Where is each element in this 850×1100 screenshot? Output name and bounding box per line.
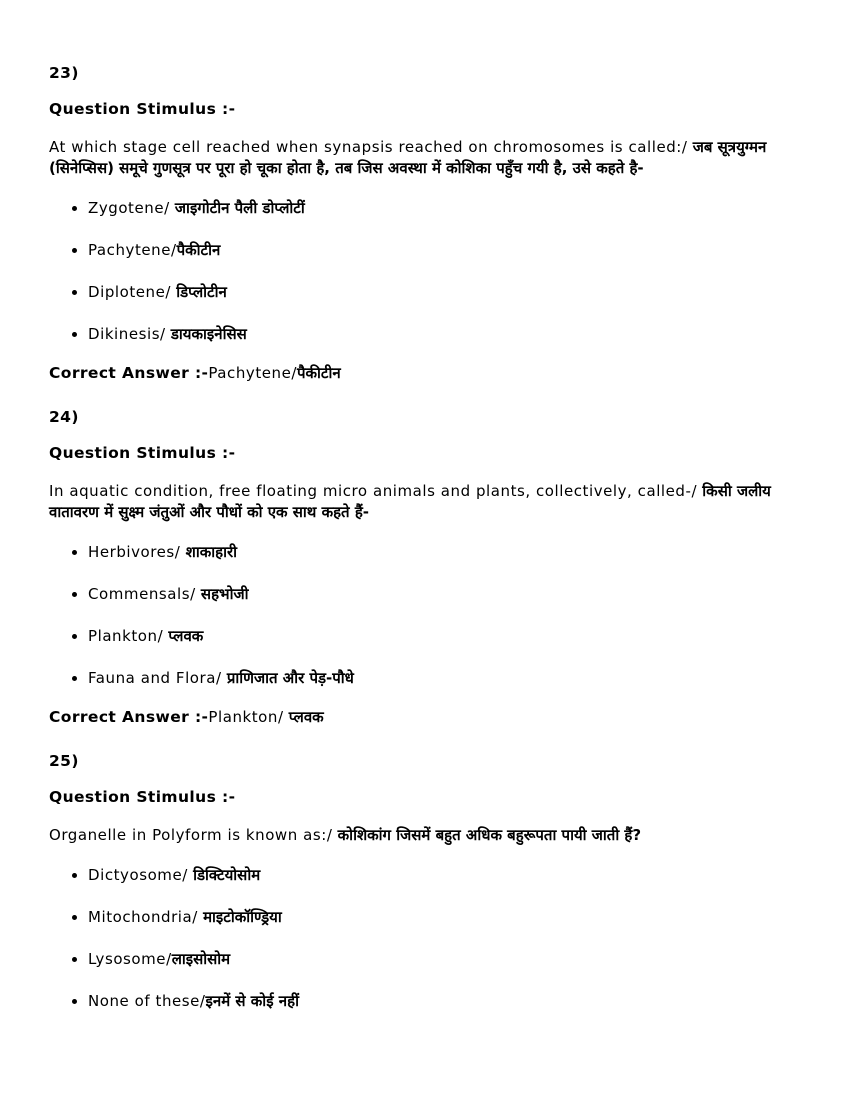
option-text-hindi: प्लवक: [163, 627, 204, 645]
option-text-english: Pachytene/: [88, 241, 177, 259]
question-number: 25): [49, 752, 79, 770]
option-item: [88, 991, 795, 1012]
option-text-english: Dictyosome/: [88, 866, 188, 884]
question-stimulus-text: [49, 825, 795, 846]
stimulus-text-hindi: कोशिकांग जिसमें बहुत अधिक बहुरूपता पायी जाती हैं?: [332, 826, 642, 844]
question-23-section: [49, 63, 795, 384]
correct-answer-line: [49, 363, 795, 384]
option-text-english: Dikinesis/: [88, 325, 166, 343]
option-item: [88, 198, 795, 219]
option-text-hindi: शाकाहारी: [180, 543, 237, 561]
question-24-section: [49, 407, 795, 728]
option-text-hindi: लाइसोसोम: [171, 950, 231, 968]
correct-answer-label: Correct Answer :-: [49, 708, 209, 726]
correct-answer-label: Correct Answer :-: [49, 364, 209, 382]
option-text-hindi: डिप्लोटीन: [170, 283, 227, 301]
option-text-english: Diplotene/: [88, 283, 171, 301]
option-text-hindi: डायकाइनेसिस: [165, 325, 247, 343]
question-25-section: [49, 751, 795, 1012]
question-stimulus-heading: Question Stimulus :-: [49, 788, 236, 806]
question-number: 24): [49, 408, 79, 426]
option-item: [88, 668, 795, 689]
option-text-hindi: इनमें से कोई नहीं: [205, 992, 299, 1010]
correct-answer-hindi: प्लवक: [283, 708, 324, 726]
option-text-english: Herbivores/: [88, 543, 181, 561]
option-text-hindi: जाइगोटीन पैली डोप्लोटीं: [169, 199, 305, 217]
question-number: 23): [49, 64, 79, 82]
option-item: [88, 626, 795, 647]
option-text-hindi: सहभोजी: [195, 585, 249, 603]
option-item: [88, 949, 795, 970]
option-item: [88, 584, 795, 605]
option-item: [88, 240, 795, 261]
option-item: [88, 907, 795, 928]
option-text-english: Zygotene/: [88, 199, 170, 217]
option-text-hindi: डिक्टियोसोम: [187, 866, 261, 884]
options-list: [49, 542, 795, 689]
option-text-hindi: माइटोकॉण्ड्रिया: [197, 908, 282, 926]
option-text-english: None of these/: [88, 992, 206, 1010]
option-item: [88, 282, 795, 303]
question-stimulus-text: [49, 137, 795, 179]
stimulus-text-hindi: किसी जलीय वातावरण में सुक्ष्म जंतुओं और पौधों को एक साथ कहते हैं-: [49, 482, 771, 521]
correct-answer-english: Plankton/: [208, 708, 284, 726]
stimulus-text-english: At which stage cell reached when synapsis reached on chromosomes is called:/: [49, 138, 688, 156]
correct-answer-english: Pachytene/: [208, 364, 297, 382]
option-item: [88, 865, 795, 886]
option-text-english: Mitochondria/: [88, 908, 198, 926]
option-text-english: Lysosome/: [88, 950, 172, 968]
option-text-english: Commensals/: [88, 585, 196, 603]
option-text-english: Fauna and Flora/: [88, 669, 222, 687]
correct-answer-line: [49, 707, 795, 728]
options-list: [49, 198, 795, 345]
option-text-hindi: पैकीटीन: [176, 241, 221, 259]
stimulus-text-hindi: जब सूत्रयुग्मन (सिनेप्सिस) समूचे गुणसूत्र पर पूरा हो चूका होता है, तब जिस अवस्था में कोशिका पहुँच गयी है, उसे कहते है-: [49, 138, 767, 177]
question-stimulus-heading: Question Stimulus :-: [49, 444, 236, 462]
correct-answer-hindi: पैकीटीन: [296, 364, 341, 382]
question-stimulus-heading: Question Stimulus :-: [49, 100, 236, 118]
stimulus-text-english: In aquatic condition, free floating micro animals and plants, collectively, called-/: [49, 482, 698, 500]
options-list: [49, 865, 795, 1012]
option-item: [88, 542, 795, 563]
option-item: [88, 324, 795, 345]
option-text-hindi: प्राणिजात और पेड़-पौधे: [221, 669, 354, 687]
option-text-english: Plankton/: [88, 627, 164, 645]
question-stimulus-text: [49, 481, 795, 523]
stimulus-text-english: Organelle in Polyform is known as:/: [49, 826, 333, 844]
